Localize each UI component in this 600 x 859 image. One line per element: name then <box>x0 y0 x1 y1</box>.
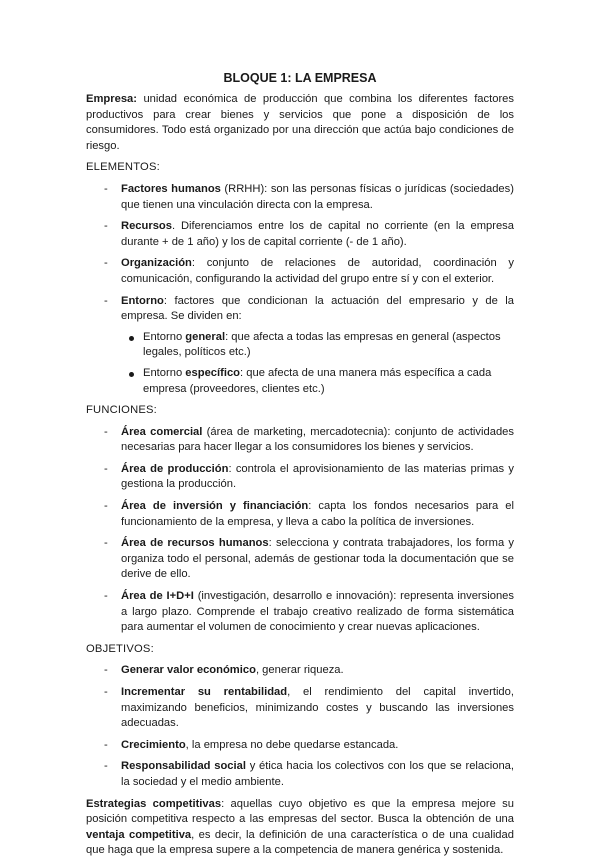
estrategias-text: : aquellas cuyo objetivo es que la empresa mejore su posición competitiva respecto a las empresas del sector. Busca la obtención de una <box>86 797 514 826</box>
estrategias-term: Estrategias competitivas <box>86 797 222 810</box>
item-text: . Diferenciamos entre los de capital no corriente (en la empresa durante + de 1 año) y los de capital corriente (- de 1 año). <box>121 220 514 248</box>
list-item: - Incrementar su rentabilidad, el rendimiento del capital invertido, maximizando beneficios, minimizando costes y buscando las inversiones adecuadas. <box>104 686 514 730</box>
list-item: - Área de I+D+I (investigación, desarrollo e innovación): representa inversiones a largo plazo. Comprende el trabajo creativo realizado de forma sistemática para aumentar el volumen de conocimiento y crear nuevas aplicaciones. <box>104 590 514 634</box>
item-text: , generar riqueza. <box>255 664 344 677</box>
item-term: Generar valor económico <box>121 664 256 677</box>
sub-term: general <box>185 330 226 343</box>
item-text: : conjunto de relaciones de autoridad, coordinación y comunicación, configurando la actividad del grupo entre sí y con el exterior. <box>121 257 514 285</box>
sub-text: : que afecta a todas las empresas en general (aspectos legales, políticos etc.) <box>143 330 501 359</box>
list-item: - Recursos. Diferenciamos entre los de capital no corriente (en la empresa durante + de 1 año) y los de capital corriente (- de 1 año). <box>104 220 514 248</box>
item-text: : factores que condicionan la actuación del empresario y de la empresa. Se dividen en: <box>121 294 514 323</box>
list-item: - Entorno: factores que condicionan la actuación del empresario y de la empresa. Se dividen en: Entorno general: que afecta a todas las empresas en general (aspectos legales, políticos etc.) Entorno específico: que afecta de una manera más específica a cada empresa (proveedores, clientes etc.) <box>86 294 514 398</box>
list-item: - Responsabilidad social y ética hacia los colectivos con los que se relaciona, la sociedad y el medio ambiente. <box>104 760 514 788</box>
list-item: - Área de inversión y financiación: capta los fondos necesarios para el funcionamiento de la empresa, y lleva a cabo la política de inversiones. <box>104 500 515 528</box>
sub-text: : que afecta de una manera más específica a cada empresa (proveedores, clientes etc.) <box>143 366 492 395</box>
intro-text: unidad económica de producción que combina los diferentes factores productivos para crear bienes y servicios que pone a disposición de los consumidores. Todo está organizado por una dirección que actúa bajo condiciones de riesgo. <box>86 93 514 152</box>
estrategias-text-end: , es decir, la definición de una característica o de una cualidad que haga que la empresa supere a la competencia de manera genérica y sostenida. <box>86 828 514 857</box>
list-item: - Área comercial (área de marketing, mercadotecnia): conjunto de actividades necesarias para hacer llegar a los consumidores los bienes y servicios. <box>104 425 514 454</box>
funciones-list <box>86 425 514 636</box>
page-title: BLOQUE 1: LA EMPRESA <box>223 71 377 85</box>
item-text: (RRHH): son las personas físicas o jurídicas (sociedades) que tienen una vinculación directa con la empresa. <box>121 182 514 211</box>
item-term: Responsabilidad social <box>121 760 246 773</box>
sub-pre: Entorno <box>143 330 186 343</box>
bullet-icon <box>129 372 134 377</box>
bullet-icon <box>129 336 134 341</box>
document-body <box>86 92 514 859</box>
elementos-list <box>86 182 514 397</box>
section-label-elementos: ELEMENTOS: <box>86 161 160 174</box>
sub-term: específico <box>185 366 241 379</box>
item-term: Entorno <box>121 294 164 307</box>
intro-paragraph <box>86 92 514 154</box>
item-term: Área de recursos humanos <box>121 537 269 550</box>
list-item: - Organización: conjunto de relaciones de autoridad, coordinación y comunicación, configurando la actividad del grupo entre sí y con el exterior. <box>104 257 514 285</box>
item-text: y ética hacia los colectivos con los que se relaciona, la sociedad y el medio ambiente. <box>121 760 514 788</box>
sub-pre: Entorno <box>143 366 186 379</box>
list-item: - Factores humanos (RRHH): son las personas físicas o jurídicas (sociedades) que tienen una vinculación directa con la empresa. <box>104 182 514 211</box>
list-item: - Crecimiento, la empresa no debe quedarse estancada. <box>104 738 399 751</box>
sublist-item <box>121 330 514 361</box>
item-text: , el rendimiento del capital invertido, maximizando beneficios, minimizando costes y buscando las inversiones adecuadas. <box>121 686 514 730</box>
item-term: Crecimiento <box>121 738 186 751</box>
ventaja-term: ventaja competitiva <box>86 828 192 841</box>
list-item: - Generar valor económico, generar riqueza. <box>104 664 344 677</box>
item-term: Incrementar su rentabilidad <box>121 686 288 698</box>
intro-term: Empresa: <box>86 93 137 105</box>
item-text: (investigación, desarrollo e innovación): representa inversiones a largo plazo. Comprende el trabajo creativo realizado de forma sistemática para aumentar el volumen de conocimiento y crear nuevas aplicaciones. <box>121 590 514 634</box>
item-text: : controla el aprovisionamiento de las materias primas y gestiona la producción. <box>121 462 514 491</box>
list-item: - Área de producción: controla el aprovisionamiento de las materias primas y gestiona la producción. <box>104 462 514 491</box>
item-term: Recursos <box>121 220 172 233</box>
item-term: Área comercial <box>121 425 203 438</box>
item-term: Organización <box>121 257 192 270</box>
section-label-objetivos: OBJETIVOS: <box>86 642 154 655</box>
estrategias-paragraph <box>86 797 514 859</box>
item-term: Área de inversión y financiación <box>121 500 309 513</box>
item-text: : capta los fondos necesarios para el funcionamiento de la empresa, y lleva a cabo la política de inversiones. <box>121 500 515 528</box>
list-item: - Área de recursos humanos: selecciona y contrata trabajadores, los forma y organiza todo el personal, además de gestionar toda la documentación que se derive de ello. <box>104 537 514 581</box>
item-text: (área de marketing, mercadotecnia): conjunto de actividades necesarias para hacer llegar a los consumidores los bienes y servicios. <box>121 425 514 454</box>
item-term: Área de I+D+I <box>121 590 194 603</box>
entorno-sublist <box>121 330 514 397</box>
item-term: Factores humanos <box>121 182 221 195</box>
sublist-item <box>121 366 514 397</box>
item-text: , la empresa no debe quedarse estancada. <box>185 738 399 751</box>
item-text: : selecciona y contrata trabajadores, los forma y organiza todo el personal, además de gestionar toda la documentación que se derive de ello. <box>121 537 514 581</box>
section-label-funciones: FUNCIONES: <box>86 404 157 417</box>
item-term: Área de producción <box>121 462 229 475</box>
objetivos-list <box>86 663 514 790</box>
